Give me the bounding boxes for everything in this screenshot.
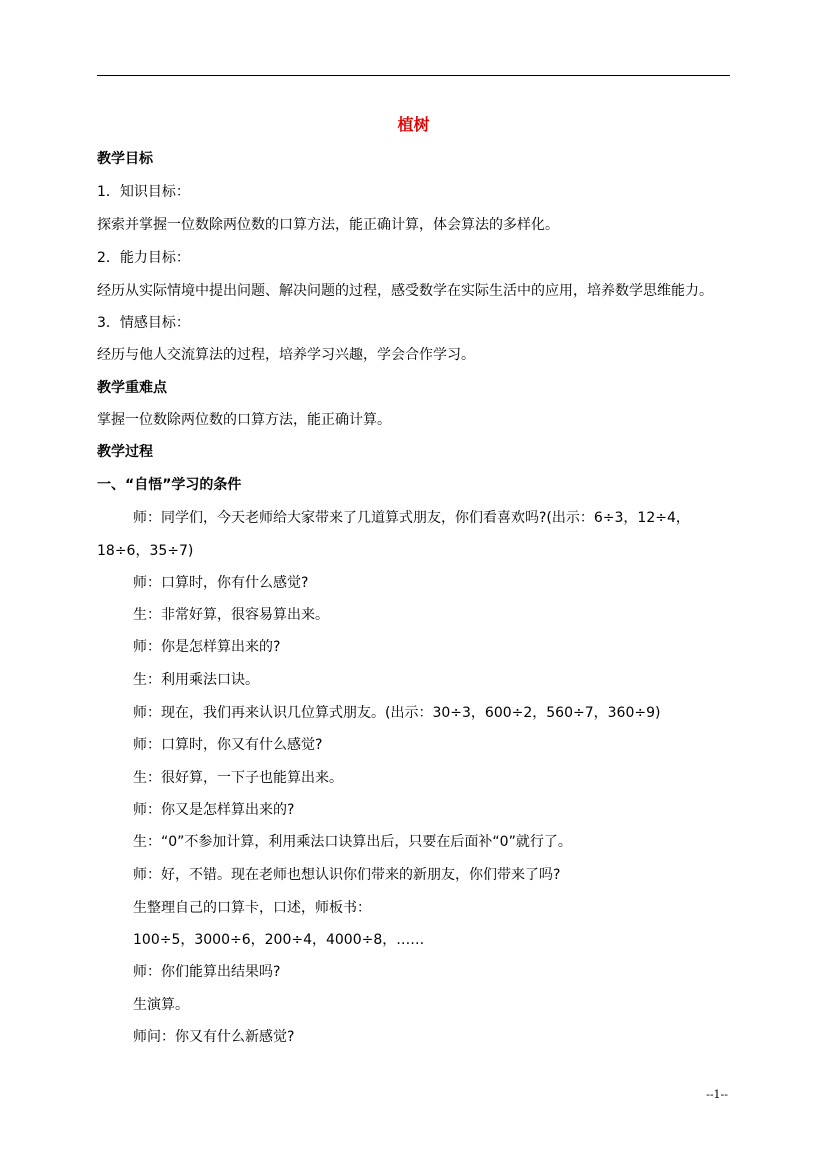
paragraph: 掌握一位数除两位数的口算方法，能正确计算。 [97, 412, 391, 428]
dialogue-line: 师：同学们，今天老师给大家带来了几道算式朋友，你们看喜欢吗?(出示：6÷3，12÷4， [133, 510, 690, 526]
dialogue-line: 师：你是怎样算出来的? [133, 639, 281, 655]
paragraph: 经历从实际情境中提出问题、解决问题的过程，感受数学在实际生活中的应用，培养数学思维能力。 [97, 283, 713, 299]
dialogue-line: 师：你们能算出结果吗? [133, 964, 281, 980]
dialogue-line: 100÷5，3000÷6，200÷4，4000÷8，…… [133, 932, 425, 948]
dialogue-line: 18÷6，35÷7) [97, 543, 194, 559]
heading-teaching-process: 教学过程 [97, 444, 153, 460]
dialogue-line: 生：很好算，一下子也能算出来。 [133, 770, 343, 786]
heading-key-points: 教学重难点 [97, 380, 167, 396]
paragraph: 1．知识目标： [97, 184, 190, 200]
paragraph: 3．情感目标： [97, 315, 190, 331]
dialogue-line: 生整理自己的口算卡，口述，师板书： [133, 900, 371, 916]
dialogue-line: 师问：你又有什么新感觉? [133, 1029, 295, 1045]
paragraph: 经历与他人交流算法的过程，培养学习兴趣，学会合作学习。 [97, 347, 475, 363]
paragraph: 2．能力目标： [97, 250, 190, 266]
dialogue-line: 生：“0”不参加计算，利用乘法口诀算出后，只要在后面补“0”就行了。 [133, 834, 572, 850]
header-rule [97, 75, 730, 76]
dialogue-line: 师：口算时，你又有什么感觉? [133, 737, 323, 753]
dialogue-line: 生：非常好算，很容易算出来。 [133, 607, 329, 623]
dialogue-line: 生：利用乘法口诀。 [133, 672, 259, 688]
dialogue-line: 师：口算时，你有什么感觉? [133, 575, 309, 591]
dialogue-line: 师：好，不错。现在老师也想认识你们带来的新朋友，你们带来了吗? [133, 867, 561, 883]
page-number: --1-- [706, 1088, 728, 1101]
heading-teaching-goals: 教学目标 [97, 151, 153, 167]
section-heading: 一、“自悟”学习的条件 [97, 477, 242, 493]
dialogue-line: 生演算。 [133, 997, 189, 1013]
dialogue-line: 师：现在，我们再来认识几位算式朋友。(出示：30÷3，600÷2，560÷7，360÷9) [133, 705, 661, 721]
dialogue-line: 师：你又是怎样算出来的? [133, 802, 295, 818]
document-title: 植树 [397, 115, 430, 134]
paragraph: 探索并掌握一位数除两位数的口算方法，能正确计算，体会算法的多样化。 [97, 217, 559, 233]
